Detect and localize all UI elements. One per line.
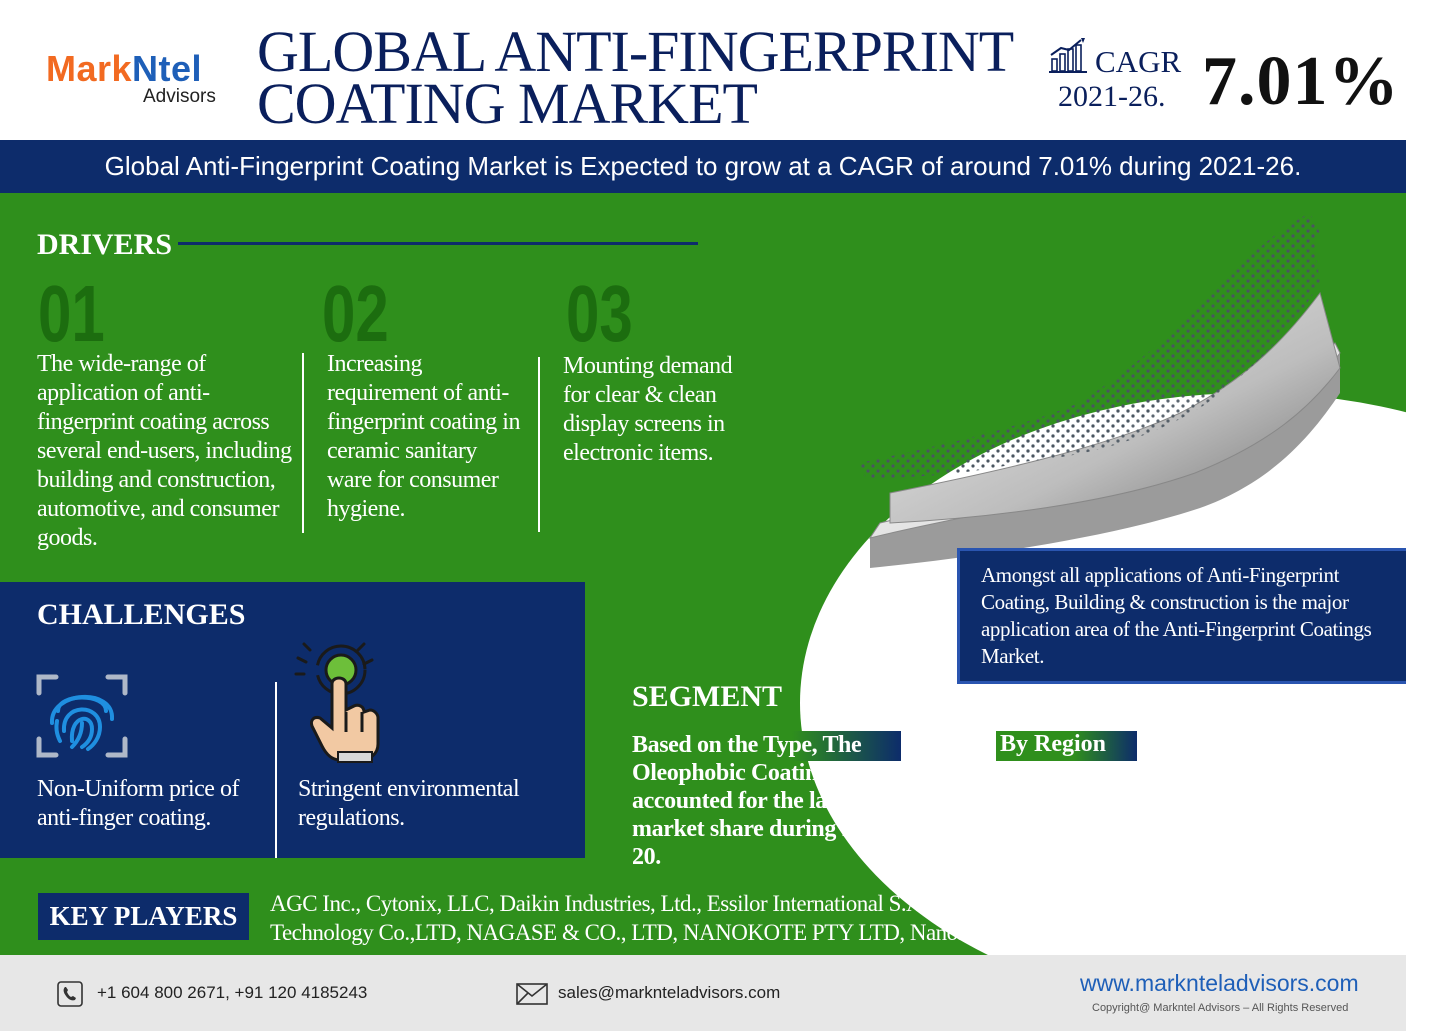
brand-name-part2: Ntel [132, 48, 203, 89]
segment-divider [937, 708, 1406, 711]
driver-number-2: 02 [322, 269, 389, 358]
driver-divider [302, 353, 304, 533]
segment-heading: SEGMENT [632, 680, 783, 713]
website-link[interactable]: www.marknteladvisors.com [1080, 970, 1359, 996]
challenges-heading: CHALLENGES [37, 598, 246, 631]
brand-logo [46, 48, 202, 90]
drivers-divider [178, 242, 698, 245]
email-link[interactable]: sales@marknteladvisors.com [558, 983, 781, 1002]
phone-number[interactable]: +1 604 800 2671, +91 120 4185243 [97, 983, 368, 1002]
region-text: The Asia Pacific region dominated the Global Anti-Fingerprint Coating Market during 2016-20. [1000, 772, 1367, 854]
fingerprint-icon [36, 671, 128, 761]
touch-hand-icon [294, 640, 386, 764]
application-callout-text: Amongst all applications of Anti-Fingerprint Coating, Building & construction is the major application area of the Anti-Fingerprint Coatings Market. [981, 563, 1372, 668]
brand-subtitle: Advisors [143, 86, 216, 107]
drivers-heading: DRIVERS [37, 228, 173, 261]
segment-type-text: Based on the Type, The Oleophobic Coating accounted for the largest market share during 2016-20. [632, 732, 896, 870]
bar-chart-icon [1047, 37, 1089, 75]
title-line-1: GLOBAL ANTI-FINGERPRINT [257, 19, 1014, 84]
mail-icon [516, 983, 548, 1005]
driver-text-1: The wide-range of application of anti-fingerprint coating across several end-users, including building and construction, automotive, and consumer goods. [37, 351, 292, 551]
title-line-2: COATING MARKET [257, 71, 757, 136]
challenge-text-2: Stringent environmental regulations. [298, 776, 520, 831]
driver-text-2: Increasing requirement of anti-fingerprint coating in ceramic sanitary ware for consumer hygiene. [327, 351, 520, 522]
cagr-label: CAGR [1095, 44, 1182, 79]
cagr-value: 7.01% [1202, 43, 1400, 120]
driver-divider [538, 357, 540, 532]
challenge-text-1: Non-Uniform price of anti-finger coating. [37, 776, 239, 831]
challenge-divider [275, 682, 277, 858]
page-title [257, 19, 1014, 136]
summary-banner: Global Anti-Fingerprint Coating Market is Expected to grow at a CAGR of around 7.01% during 2021-26. [0, 140, 1406, 193]
coating-layers-illustration [850, 193, 1406, 593]
driver-number-3: 03 [566, 269, 633, 358]
key-players-list: AGC Inc., Cytonix, LLC, Daikin Industries, Ltd., Essilor International S.A., Harves Co., Ltd, Izovac Ltd, Leader Optronics Technology Co.,LTD, NAGASE & CO., LTD, NANOKOTE PTY LTD, Nanoslic Protective Ceramic Coatings. [270, 891, 1345, 945]
driver-number-1: 01 [38, 269, 105, 358]
brand-name-part1: Mark [46, 48, 133, 89]
cagr-period: 2021-26. [1058, 80, 1166, 113]
region-heading: By Region [1000, 731, 1107, 757]
driver-text-3: Mounting demand for clear & clean display screens in electronic items. [563, 353, 733, 466]
phone-icon [57, 981, 83, 1007]
key-players-label: KEY PLAYERS [38, 893, 249, 940]
copyright-text: Copyright@ Markntel Advisors – All Rights Reserved [1092, 1002, 1349, 1014]
